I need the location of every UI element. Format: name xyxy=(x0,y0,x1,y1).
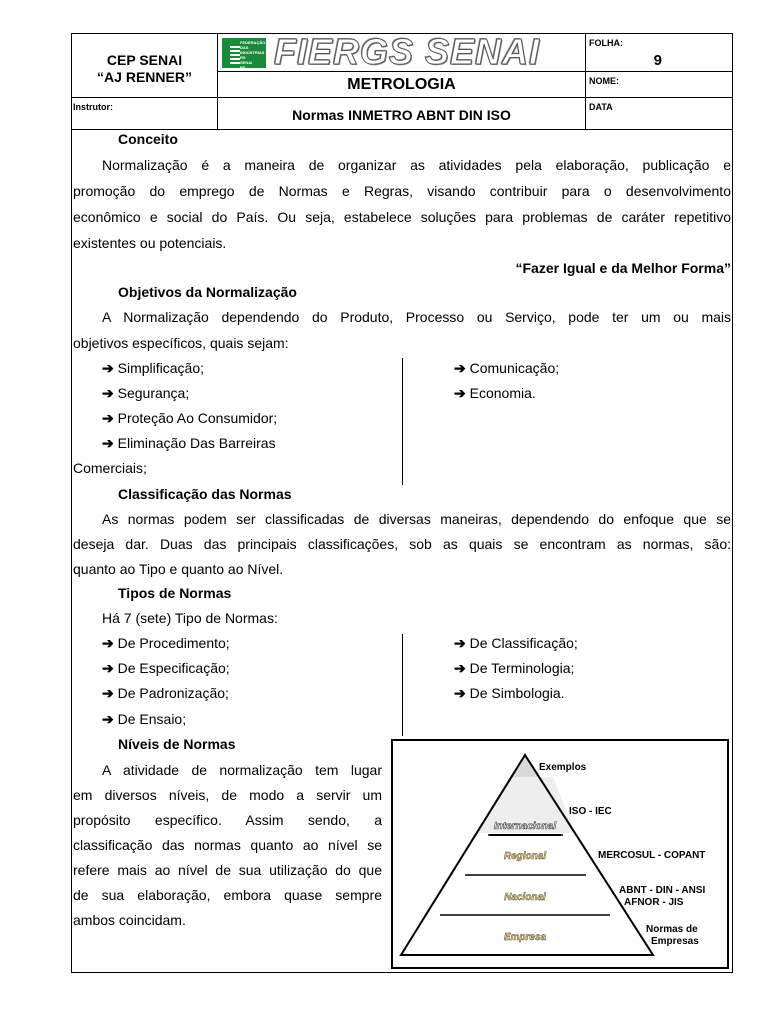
example-national-2: AFNOR - JIS xyxy=(624,897,684,908)
arrow-right-icon: ➔ xyxy=(102,635,114,651)
example-company-1: Normas de xyxy=(646,924,698,935)
school-subname: “AJ RENNER” xyxy=(97,69,192,85)
data-cell xyxy=(586,98,732,130)
conceito-heading: Conceito xyxy=(118,131,178,147)
arrow-right-icon: ➔ xyxy=(454,385,466,401)
level-label-regional: Regional xyxy=(503,851,547,862)
folha-label: FOLHA: xyxy=(589,38,623,48)
nome-cell xyxy=(586,72,732,98)
list-item: ➔ Comunicação; xyxy=(454,360,560,376)
conceito-quote: “Fazer Igual e da Melhor Forma” xyxy=(515,260,731,276)
folha-value: 9 xyxy=(653,52,662,69)
list-item: ➔ De Terminologia; xyxy=(454,660,575,676)
levels-pyramid-diagram xyxy=(391,739,729,969)
conceito-line: promoção do emprego de Normas e Regras, visando contribuir para o desenvolvimento xyxy=(73,183,731,199)
conceito-line: existentes ou potenciais. xyxy=(73,235,227,251)
arrow-right-icon: ➔ xyxy=(454,635,466,651)
niveis-line: propósito específico. Assim sendo, a xyxy=(73,812,382,828)
example-national-1: ABNT - DIN - ANSI xyxy=(619,885,706,896)
logo-cell xyxy=(218,34,586,72)
data-label: DATA xyxy=(589,102,613,112)
example-company-2: Empresas xyxy=(651,936,699,947)
objetivos-line: objetivos específicos, quais sejam: xyxy=(73,335,289,351)
list-item: ➔ De Padronização; xyxy=(102,685,229,701)
subject-title: METROLOGIA xyxy=(218,72,586,98)
level-label-empresa: Empresa xyxy=(503,932,547,943)
list-item: ➔ Proteção Ao Consumidor; xyxy=(102,410,278,426)
list-item: ➔ De Simbologia. xyxy=(454,685,565,701)
topic-title: Normas INMETRO ABNT DIN ISO xyxy=(218,98,586,130)
arrow-right-icon: ➔ xyxy=(102,435,114,451)
classificacao-line: quanto ao Tipo e quanto ao Nível. xyxy=(73,561,284,577)
folha-cell xyxy=(586,34,732,72)
fiergs-logo-icon: FEDERAÇÃO DAS INDÚSTRIAS RS SENAI RS xyxy=(222,38,266,68)
school-cell xyxy=(72,34,218,98)
arrow-right-icon: ➔ xyxy=(454,660,466,676)
list-item: ➔ De Procedimento; xyxy=(102,635,230,651)
list-item: ➔ Eliminação Das Barreiras xyxy=(102,435,276,451)
example-international: ISO - IEC xyxy=(569,806,612,817)
logo-wordmark: FIERGS SENAI xyxy=(274,34,541,72)
list-item: ➔ De Classificação; xyxy=(454,635,578,651)
objetivos-line: A Normalização dependendo do Produto, Processo ou Serviço, pode ter um ou mais xyxy=(102,309,731,325)
arrow-right-icon: ➔ xyxy=(102,410,114,426)
tipos-heading: Tipos de Normas xyxy=(118,585,232,601)
list-item: ➔ De Especificação; xyxy=(102,660,230,676)
header-table xyxy=(72,34,732,130)
column-divider xyxy=(402,358,403,485)
niveis-line: em diversos níveis, de modo a servir um xyxy=(73,787,382,803)
example-regional: MERCOSUL - COPANT xyxy=(598,850,706,861)
arrow-right-icon: ➔ xyxy=(102,711,114,727)
arrow-right-icon: ➔ xyxy=(454,360,466,376)
tipos-intro: Há 7 (sete) Tipo de Normas: xyxy=(102,610,278,626)
list-item: ➔ De Ensaio; xyxy=(102,711,187,727)
level-label-internacional: Internacional xyxy=(493,821,557,832)
instrutor-label: Instrutor: xyxy=(73,102,113,112)
classificacao-line: deseja dar. Duas das principais classificações, sob as quais se encontram as normas, são: xyxy=(73,536,731,552)
niveis-line: ambos coincidam. xyxy=(73,912,186,928)
list-item: ➔ Segurança; xyxy=(102,385,190,401)
classificacao-heading: Classificação das Normas xyxy=(118,486,292,502)
conceito-line: Normalização é a maneira de organizar as atividades pela elaboração, publicação e xyxy=(102,157,731,173)
conceito-line: econômico e social do País. Ou seja, estabelece soluções para problemas de caráter repetitivo xyxy=(73,209,731,225)
list-item-continuation: Comerciais; xyxy=(73,460,147,476)
niveis-heading: Níveis de Normas xyxy=(118,736,236,752)
column-divider xyxy=(402,634,403,736)
arrow-right-icon: ➔ xyxy=(102,660,114,676)
level-label-nacional: Nacional xyxy=(504,892,546,903)
niveis-line: classificação das normas quanto ao nível se xyxy=(73,837,382,853)
list-item: ➔ Economia. xyxy=(454,385,536,401)
arrow-right-icon: ➔ xyxy=(102,360,114,376)
arrow-right-icon: ➔ xyxy=(102,685,114,701)
pyramid-svg xyxy=(393,741,727,967)
objetivos-heading: Objetivos da Normalização xyxy=(118,284,297,300)
nome-label: NOME: xyxy=(589,76,619,86)
list-item: ➔ Simplificação; xyxy=(102,360,204,376)
niveis-line: de sua elaboração, embora quase sempre xyxy=(73,887,382,903)
arrow-right-icon: ➔ xyxy=(454,685,466,701)
examples-title: Exemplos xyxy=(539,762,587,773)
school-name: CEP SENAI xyxy=(106,52,183,68)
niveis-line: refere mais ao nível de sua utilização do que xyxy=(73,862,382,878)
niveis-line: A atividade de normalização tem lugar xyxy=(102,762,382,778)
arrow-right-icon: ➔ xyxy=(102,385,114,401)
classificacao-line: As normas podem ser classificadas de diversas maneiras, dependendo do enfoque que se xyxy=(102,511,731,527)
